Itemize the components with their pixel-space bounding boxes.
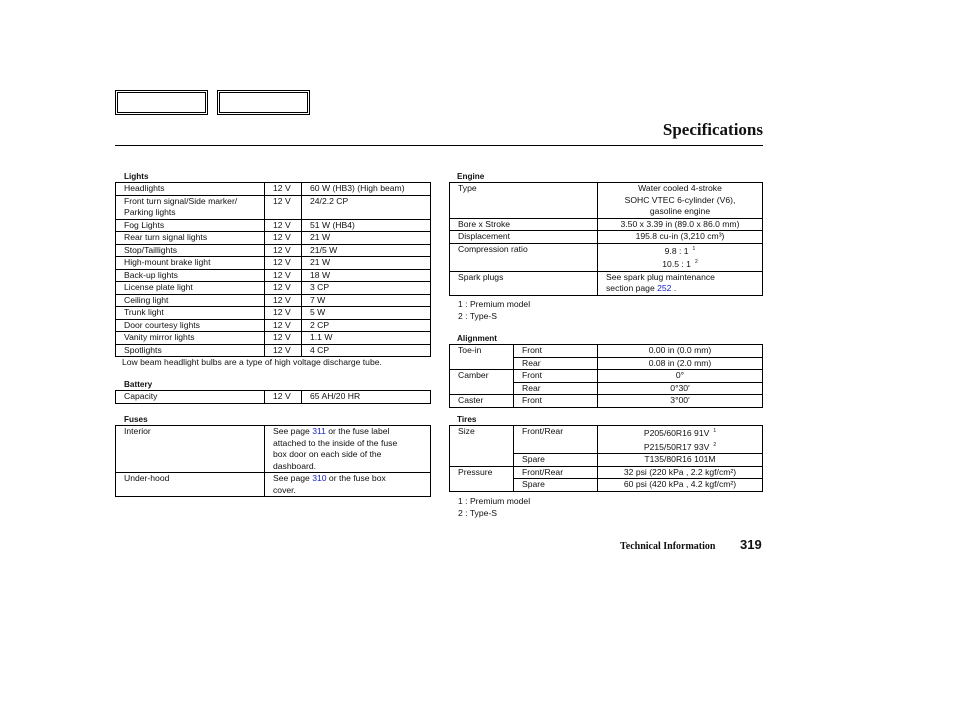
spark-plug-page-link[interactable]: 252: [657, 283, 672, 293]
lights-name: Rear turn signal lights: [116, 232, 265, 245]
fuse-interior-text: See page: [273, 426, 313, 436]
lights-name: High-mount brake light: [116, 257, 265, 270]
alignment-table: [449, 344, 763, 408]
lights-name: Parking lights: [116, 207, 265, 219]
fuses-table: [115, 425, 431, 497]
engine-type-line3: gasoline engine: [649, 206, 711, 216]
lights-voltage: 12 V: [265, 332, 302, 345]
tire-size-sub: Front/Rear: [514, 426, 598, 454]
tire-pressure-spacer: [450, 479, 514, 492]
lights-voltage: 12 V: [265, 219, 302, 232]
spark-plugs-text: section page: [606, 283, 658, 293]
lights-name: Front turn signal/Side marker/: [116, 195, 265, 207]
fuse-interior-text-post: or the fuse label: [325, 426, 390, 436]
lights-name: Headlights: [116, 183, 265, 196]
engine-type-line2: SOHC VTEC 6-cylinder (V6),: [624, 194, 736, 205]
table-row: [116, 244, 431, 257]
lights-name: Stop/Taillights: [116, 244, 265, 257]
engine-footnote-1: 1 : Premium model: [458, 299, 531, 309]
caster-front-value: 3°00′: [598, 395, 763, 408]
engine-table: [449, 182, 763, 296]
table-row: [116, 391, 431, 404]
footnote-marker: 2: [713, 441, 717, 448]
lights-note: Low beam headlight bulbs are a type of high voltage discharge tube.: [122, 357, 382, 367]
tire-spare-label: Spare: [514, 454, 598, 467]
lights-voltage: 12 V: [265, 257, 302, 270]
tire-spare-value: T135/80R16 101M: [598, 454, 763, 467]
table-row: [450, 479, 763, 492]
table-row: [116, 282, 431, 295]
bore-stroke-label: Bore x Stroke: [450, 218, 598, 231]
lights-wattage: 21/5 W: [302, 244, 431, 257]
table-row: [116, 195, 431, 207]
toe-front-label: Front: [514, 345, 598, 358]
fuse-underhood-value: [265, 473, 431, 497]
lights-wattage: 5 W: [302, 307, 431, 320]
caster-label: Caster: [450, 395, 514, 408]
caster-front-label: Front: [514, 395, 598, 408]
page-number: 319: [740, 537, 762, 552]
title-rule: [115, 145, 763, 146]
lights-heading: Lights: [124, 172, 149, 181]
lights-wattage: 21 W: [302, 232, 431, 245]
lights-wattage: 3 CP: [302, 282, 431, 295]
table-row: [450, 454, 763, 467]
table-row: [450, 243, 763, 271]
camber-spacer: [450, 382, 514, 395]
battery-voltage: 12 V: [265, 391, 302, 404]
table-row: [450, 218, 763, 231]
battery-value: 65 AH/20 HR: [302, 391, 431, 404]
engine-heading: Engine: [457, 172, 485, 181]
lights-voltage: 12 V: [265, 244, 302, 257]
lights-name: Spotlights: [116, 344, 265, 357]
fuse-interior-label: Interior: [116, 426, 265, 473]
page-title: Specifications: [662, 120, 763, 139]
alignment-heading: Alignment: [457, 334, 498, 343]
fuse-underhood-text-post: or the fuse box: [326, 473, 386, 483]
table-row: [116, 307, 431, 320]
tire-size-value: [598, 426, 763, 454]
spark-plugs-value: [598, 271, 763, 295]
table-row: [116, 294, 431, 307]
fuse-interior-value: [265, 426, 431, 473]
compression-label: Compression ratio: [450, 243, 598, 271]
lights-name: Ceiling light: [116, 294, 265, 307]
compression-value: [598, 243, 763, 271]
table-row: [116, 426, 431, 473]
lights-wattage: 1.1 W: [302, 332, 431, 345]
lights-table: [115, 182, 431, 357]
table-row: [450, 382, 763, 395]
footnote-marker: 2: [694, 259, 698, 265]
table-row: [450, 183, 763, 219]
battery-label: Capacity: [116, 391, 265, 404]
fuse-underhood-text: See page: [273, 473, 313, 483]
footnote-marker: 1: [713, 428, 717, 434]
table-row: [116, 269, 431, 282]
camber-label: Camber: [450, 370, 514, 383]
lights-voltage: 12 V: [265, 183, 302, 196]
header-tab-box-right: [217, 90, 310, 115]
tire-pressure-value: 32 psi (220 kPa , 2.2 kgf/cm²): [598, 466, 763, 479]
table-row: [450, 395, 763, 408]
fuse-interior-page-link[interactable]: 311: [312, 426, 326, 436]
table-row: [450, 370, 763, 383]
lights-wattage: 2 CP: [302, 319, 431, 332]
fuse-underhood-page-link[interactable]: 310: [312, 473, 327, 483]
toe-in-label: Toe-in: [450, 345, 514, 358]
footer-section-label: Technical Information: [620, 541, 716, 552]
lights-voltage: 12 V: [265, 195, 302, 207]
displacement-value: 195.8 cu-in (3,210 cm³): [598, 231, 763, 244]
toe-rear-label: Rear: [514, 357, 598, 370]
toe-in-spacer: [450, 357, 514, 370]
lights-wattage: 4 CP: [302, 344, 431, 357]
table-row: [116, 183, 431, 196]
tires-heading: Tires: [457, 415, 477, 424]
tires-footnote-1: 1 : Premium model: [458, 496, 531, 506]
table-row: [116, 232, 431, 245]
battery-table: [115, 390, 431, 404]
lights-wattage: 60 W (HB3) (High beam): [302, 183, 431, 196]
lights-name: Door courtesy lights: [116, 319, 265, 332]
lights-wattage: 18 W: [302, 269, 431, 282]
lights-name: Trunk light: [116, 307, 265, 320]
header-tab-box-left: [115, 90, 208, 115]
lights-wattage: 21 W: [302, 257, 431, 270]
lights-name: License plate light: [116, 282, 265, 295]
engine-type-label: Type: [450, 183, 598, 219]
toe-front-value: 0.00 in (0.0 mm): [598, 345, 763, 358]
toe-rear-value: 0.08 in (2.0 mm): [598, 357, 763, 370]
table-row: [116, 257, 431, 270]
table-row: [450, 466, 763, 479]
table-row: [116, 207, 431, 219]
camber-front-value: 0°: [598, 370, 763, 383]
table-row: [116, 332, 431, 345]
lights-wattage: 51 W (HB4): [302, 219, 431, 232]
lights-voltage: 12 V: [265, 294, 302, 307]
lights-name: Fog Lights: [116, 219, 265, 232]
table-row: [450, 345, 763, 358]
table-row: [450, 426, 763, 454]
camber-rear-value: 0°30′: [598, 382, 763, 395]
lights-voltage: 12 V: [265, 319, 302, 332]
table-row: [450, 231, 763, 244]
displacement-label: Displacement: [450, 231, 598, 244]
fuse-underhood-line2: cover.: [273, 484, 296, 495]
tire-pressure-spare-label: Spare: [514, 479, 598, 492]
tires-table: [449, 425, 763, 492]
spark-plugs-line1: See spark plug maintenance: [606, 271, 715, 282]
fuses-heading: Fuses: [124, 415, 148, 424]
lights-name: Vanity mirror lights: [116, 332, 265, 345]
lights-voltage: 12 V: [265, 307, 302, 320]
fuse-underhood-label: Under-hood: [116, 473, 265, 497]
bore-stroke-value: 3.50 x 3.39 in (89.0 x 86.0 mm): [598, 218, 763, 231]
tire-size-spacer: [450, 454, 514, 467]
table-row: [450, 357, 763, 370]
lights-voltage: 12 V: [265, 269, 302, 282]
tires-footnote-2: 2 : Type-S: [458, 508, 498, 518]
tire-size-value-2: P215/50R17 93V: [643, 441, 710, 452]
lights-wattage: [302, 207, 431, 219]
fuse-interior-line4: dashboard.: [273, 460, 317, 471]
fuse-interior-line3: box door on each side of the: [273, 449, 382, 459]
table-row: [116, 219, 431, 232]
camber-rear-label: Rear: [514, 382, 598, 395]
tire-pressure-label: Pressure: [450, 466, 514, 479]
table-row: [116, 473, 431, 497]
table-row: [116, 344, 431, 357]
table-row: [450, 271, 763, 295]
compression-value-2: 10.5 : 1: [662, 259, 691, 269]
lights-name: Back-up lights: [116, 269, 265, 282]
lights-voltage: 12 V: [265, 282, 302, 295]
lights-wattage: 7 W: [302, 294, 431, 307]
lights-voltage: 12 V: [265, 344, 302, 357]
spark-plugs-label: Spark plugs: [450, 271, 598, 295]
lights-voltage: 12 V: [265, 232, 302, 245]
footnote-marker: 1: [692, 245, 696, 252]
engine-type-line1: Water cooled 4-stroke: [638, 183, 722, 193]
camber-front-label: Front: [514, 370, 598, 383]
battery-heading: Battery: [124, 380, 153, 389]
engine-footnote-2: 2 : Type-S: [458, 311, 498, 321]
tire-size-label: Size: [450, 426, 514, 454]
tire-pressure-sub: Front/Rear: [514, 466, 598, 479]
table-row: [116, 319, 431, 332]
lights-voltage: [265, 207, 302, 219]
tire-size-value-1: P205/60R16 91V: [643, 428, 710, 438]
engine-type-value: [598, 183, 763, 219]
fuse-interior-line2: attached to the inside of the fuse: [273, 437, 398, 448]
spark-plugs-text-post: .: [671, 283, 677, 293]
tire-pressure-spare-value: 60 psi (420 kPa , 4.2 kgf/cm²): [598, 479, 763, 492]
lights-wattage: 24/2.2 CP: [302, 195, 431, 207]
compression-value-1: 9.8 : 1: [664, 245, 689, 256]
